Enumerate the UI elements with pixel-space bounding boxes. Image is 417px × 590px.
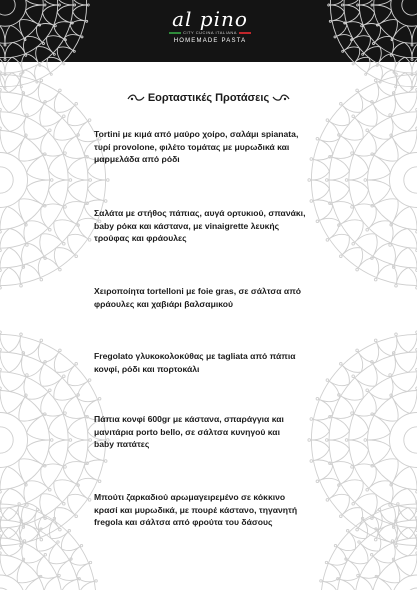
menu-item-line: fregola και σάλτσα από φρούτα του δάσους — [94, 517, 273, 528]
menu-item-line: κονφί, ρόδι και πορτοκάλι — [94, 363, 200, 374]
swirl-ornament-icon — [272, 93, 290, 103]
menu-title: Εορταστικές Προτάσεις — [147, 92, 270, 104]
menu-item — [94, 207, 334, 245]
menu-item — [94, 491, 334, 529]
menu-item-line: Tortini με κιμά από μαύρο χοίρο, σαλάμι spianata, — [94, 129, 299, 139]
menu-item-line: baby πατάτες — [94, 439, 150, 450]
swirl-ornament-icon — [127, 93, 145, 103]
mandala-decoration-left-upper — [0, 70, 110, 290]
menu-item-line: κρασί και μυρωδικά, με πουρέ κάστανο, τηγανητή — [94, 504, 298, 515]
menu-item-line: τυρί provolone, φιλέτο τομάτας με μυρωδικά και — [94, 141, 290, 152]
menu-item-line: Πάπια κονφί 600gr με κάστανα, σπαράγγια και — [94, 414, 284, 424]
logo-tagline — [165, 30, 255, 36]
menu-item-line: baby ρόκα και κάστανα, με vinaigrette λευκής — [94, 220, 280, 231]
mandala-decoration-bottom-left — [0, 500, 100, 590]
menu-item — [94, 285, 334, 310]
flag-stripe-green — [169, 32, 181, 34]
menu-item-line: Fregolato γλυκοκολοκύθας με tagliata από πάπια — [94, 351, 296, 361]
menu-item-line: Χειροποίητα tortelloni με foie gras, σε σάλτσα από — [94, 286, 302, 296]
menu-item-line: Σαλάτα με στήθος πάπιας, αυγά ορτυκιού, σπανάκι, — [94, 208, 306, 218]
flag-stripe-red — [239, 32, 251, 34]
logo-tagline-text: CITY CUCINA ITALIANA — [183, 30, 237, 35]
brand-logo — [165, 8, 255, 56]
mandala-decoration-right-upper — [307, 70, 417, 290]
menu-item-line: μαρμελάδα από ρόδι — [94, 154, 180, 165]
menu-item — [94, 350, 334, 375]
menu-item — [94, 413, 334, 451]
menu-title-row — [100, 88, 317, 108]
menu-item-line: φράουλες και χαβιάρι βαλσαμικού — [94, 298, 233, 309]
menu-item — [94, 128, 334, 166]
menu-item-line: τρούφας και φράουλες — [94, 233, 187, 244]
logo-script-text: al pino — [172, 7, 248, 31]
logo-subtitle: HOMEMADE PASTA — [173, 38, 247, 44]
menu-item-line: Μπούτι ζαρκαδιού αρωμαγειρεμένο σε κόκκινο — [94, 492, 286, 502]
menu-item-line: μανιτάρια porto bello, σε σάλτσα κυνηγού και — [94, 426, 280, 437]
